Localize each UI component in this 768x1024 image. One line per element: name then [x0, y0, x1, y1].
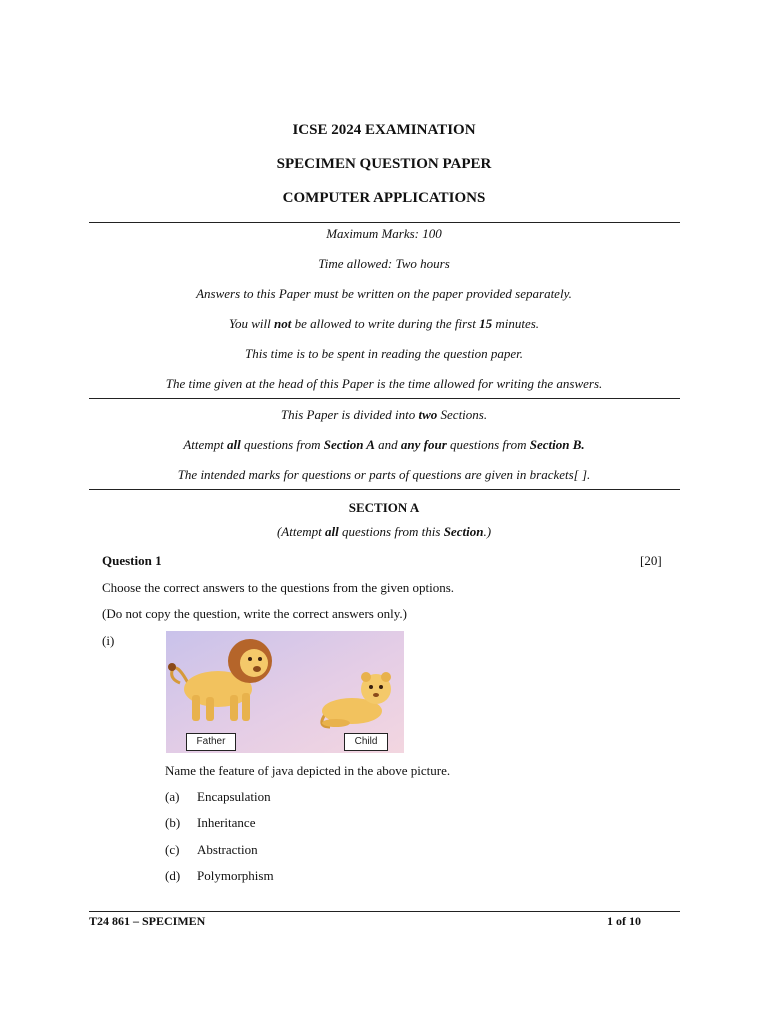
option-d: (d) Polymorphism	[165, 868, 274, 883]
lion-illustration	[166, 631, 404, 753]
option-a: (a) Encapsulation	[165, 789, 271, 804]
child-label: Child	[344, 733, 388, 751]
option-b: (b) Inheritance	[165, 815, 256, 830]
answers-instruction: Answers to this Paper must be written on the paper provided separately.	[196, 286, 572, 301]
max-marks: Maximum Marks: 100	[326, 226, 442, 241]
marks-note: The intended marks for questions or parts of questions are given in brackets[ ].	[177, 467, 591, 482]
option-c: (c) Abstraction	[165, 842, 258, 857]
paper-title-specimen: SPECIMEN QUESTION PAPER	[276, 156, 492, 172]
reading-instruction: This time is to be spent in reading the question paper.	[245, 346, 523, 361]
footer-code: T24 861 – SPECIMEN	[89, 914, 206, 928]
divider	[89, 489, 680, 490]
footer-divider	[89, 911, 680, 912]
divider	[89, 222, 680, 223]
section-a-title: SECTION A	[348, 500, 420, 515]
paper-title-subject: COMPUTER APPLICATIONS	[282, 190, 486, 206]
question-marks: [20]	[640, 553, 662, 568]
question-label: Question 1	[102, 553, 162, 568]
divider	[89, 398, 680, 399]
paper-title-exam: ICSE 2024 EXAMINATION	[292, 122, 476, 138]
attempt-instruction: Attempt all questions from Section A and any four questions from Section B.	[183, 437, 585, 452]
question-instruction-note: (Do not copy the question, write the correct answers only.)	[102, 606, 407, 621]
question-prompt: Name the feature of java depicted in the above picture.	[165, 763, 451, 778]
question-instruction: Choose the correct answers to the questions from the given options.	[102, 580, 455, 595]
sections-count: This Paper is divided into two Sections.	[280, 407, 488, 422]
reading-time-instruction: You will not be allowed to write during the first 15 minutes.	[228, 316, 540, 331]
time-allowed: Time allowed: Two hours	[318, 256, 450, 271]
footer-page-number: 1 of 10	[607, 914, 641, 928]
part-label: (i)	[102, 633, 115, 648]
section-a-subtitle: (Attempt all questions from this Section.)	[276, 524, 492, 539]
father-label: Father	[186, 733, 236, 751]
time-head-instruction: The time given at the head of this Paper is the time allowed for writing the answers.	[165, 376, 603, 391]
